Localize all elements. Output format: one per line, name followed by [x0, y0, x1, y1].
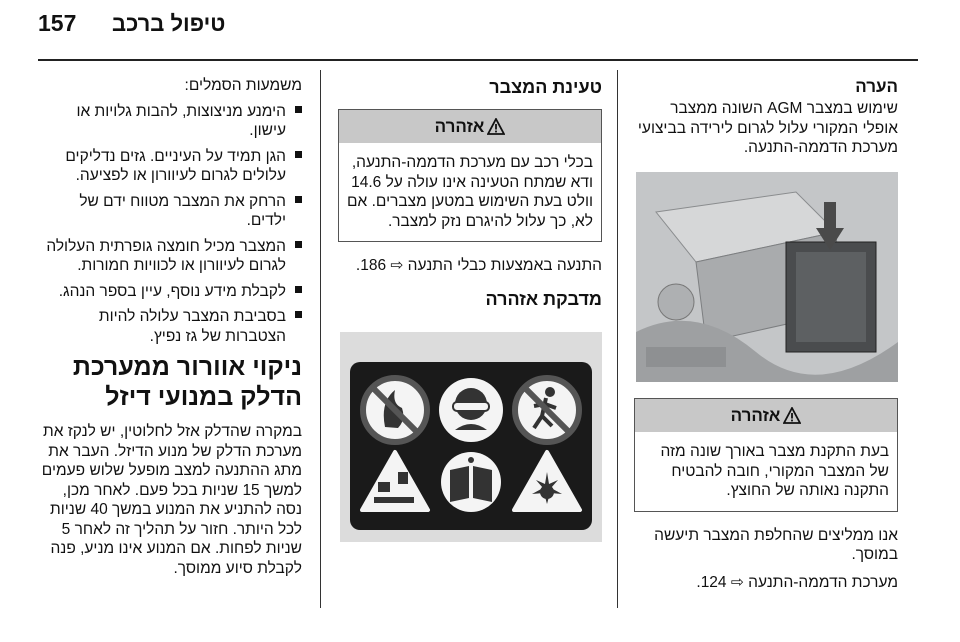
stop-start-reference: מערכת הדממה-התנעה ⇨ 124.: [696, 573, 898, 591]
bullet-icon: [295, 106, 302, 113]
list-item-text: לקבלת מידע נוסף, עיין בספר הנהג.: [58, 282, 286, 300]
warning-label-pictograms: [340, 332, 602, 542]
symbol-list: [38, 102, 302, 347]
middle-column: [338, 76, 602, 542]
read-manual-icon: [441, 452, 501, 512]
eye-protection-icon: [439, 378, 503, 442]
list-item: [38, 102, 302, 141]
diesel-bleeding-heading: ניקוי אוורור ממערכת הדלק במנועי דיזל: [72, 353, 302, 412]
list-item-text: המצבר מכיל חומצה גופרתית העלולה לגרום לעיוורון או לכוויות חמורות.: [46, 237, 286, 275]
battery-length-warning: [634, 398, 898, 512]
engine-bay-illustration: [636, 172, 898, 382]
left-column: [38, 76, 302, 586]
no-fire-icon: [363, 378, 427, 442]
warning-text: בכלי רכב עם מערכת הדממה-התנעה, ודא שמתח הטעינה אינו עולה על 14.6 וולט בעת השימוש במטען מצברים. אם לא, כך עלול להיגרם נזק למצבר.: [347, 154, 593, 230]
keep-children-away-icon: [515, 378, 579, 442]
bullet-icon: [295, 196, 302, 203]
right-column: [634, 76, 898, 600]
warning-text: בעת התקנת מצבר באורך שונה מזה של המצבר המקורי, חובה להבטיח התקנה נאותה של החוצץ.: [660, 443, 889, 500]
list-item-text: הרחק את המצבר מטווח ידם של ילדים.: [79, 192, 286, 230]
page-header: [0, 0, 960, 60]
bullet-icon: [295, 241, 302, 248]
label-heading: מדבקת אזהרה: [485, 288, 602, 309]
warning-triangle-icon: [783, 407, 801, 424]
list-item: [38, 192, 302, 231]
bullet-icon: [295, 286, 302, 293]
warning-header: [635, 399, 897, 432]
charging-voltage-warning: [338, 109, 602, 242]
list-item: [38, 307, 302, 346]
charging-heading: טעינת המצבר: [489, 77, 602, 97]
list-item-text: הגן תמיד על העיניים. גזים נדליקים עלולים לגרום לעיוורון או לפציעה.: [65, 147, 286, 185]
column-divider-right: [617, 70, 618, 608]
warning-heading: אזהרה: [730, 405, 781, 425]
recommendation-text: אנו ממליצים שהחלפת המצבר תיעשה במוסך.: [654, 526, 898, 564]
list-item: [38, 282, 302, 302]
engine-bay-photo: [636, 172, 898, 382]
note-text: שימוש במצבר AGM השונה ממצבר אופלי המקורי עלול לגרום לירידה בביצועי מערכת הדממה-התנעה.: [637, 100, 898, 157]
jump-start-reference: התנעה באמצעות כבלי התנעה ⇨ 186.: [355, 257, 602, 275]
warning-label-image: [340, 332, 602, 542]
list-item-text: בסביבת המצבר עלולה להיות הצטברות של גז נפיץ.: [98, 308, 286, 345]
warning-header: [339, 110, 601, 143]
warning-triangle-icon: [487, 118, 505, 135]
warning-heading: אזהרה: [434, 116, 485, 136]
diesel-bleeding-body: במקרה שהדלק אזל לחלוטין, יש לנקז את מערכת הדלק של מנוע הדיזל. העבר את מתג ההתנעה למצב מופעל שלוש פעמים למשך 15 שניות בכל פעם. לאחר מכן, נסה להתניע את המנוע במשך 40 שניות לכל היותר. חזור על תהליך זה לאחר 5 שניות לפחות. אם המנוע אינו מניע, פנה לקבלת סיוע ממוסך.: [41, 423, 302, 577]
list-item-text: הימנע מניצוצות, להבות גלויות או עישון.: [76, 102, 286, 140]
bullet-icon: [295, 151, 302, 158]
list-item: [38, 147, 302, 186]
list-item: [38, 237, 302, 276]
bullet-icon: [295, 311, 302, 318]
note-heading: הערה: [855, 77, 898, 96]
running-title: טיפול ברכב: [112, 11, 226, 36]
column-divider-left: [320, 70, 321, 608]
page-number: 157: [38, 10, 77, 36]
header-rule: [38, 59, 918, 61]
symbols-intro: משמעות הסמלים:: [184, 77, 302, 94]
arrow-down-icon: [816, 202, 844, 252]
